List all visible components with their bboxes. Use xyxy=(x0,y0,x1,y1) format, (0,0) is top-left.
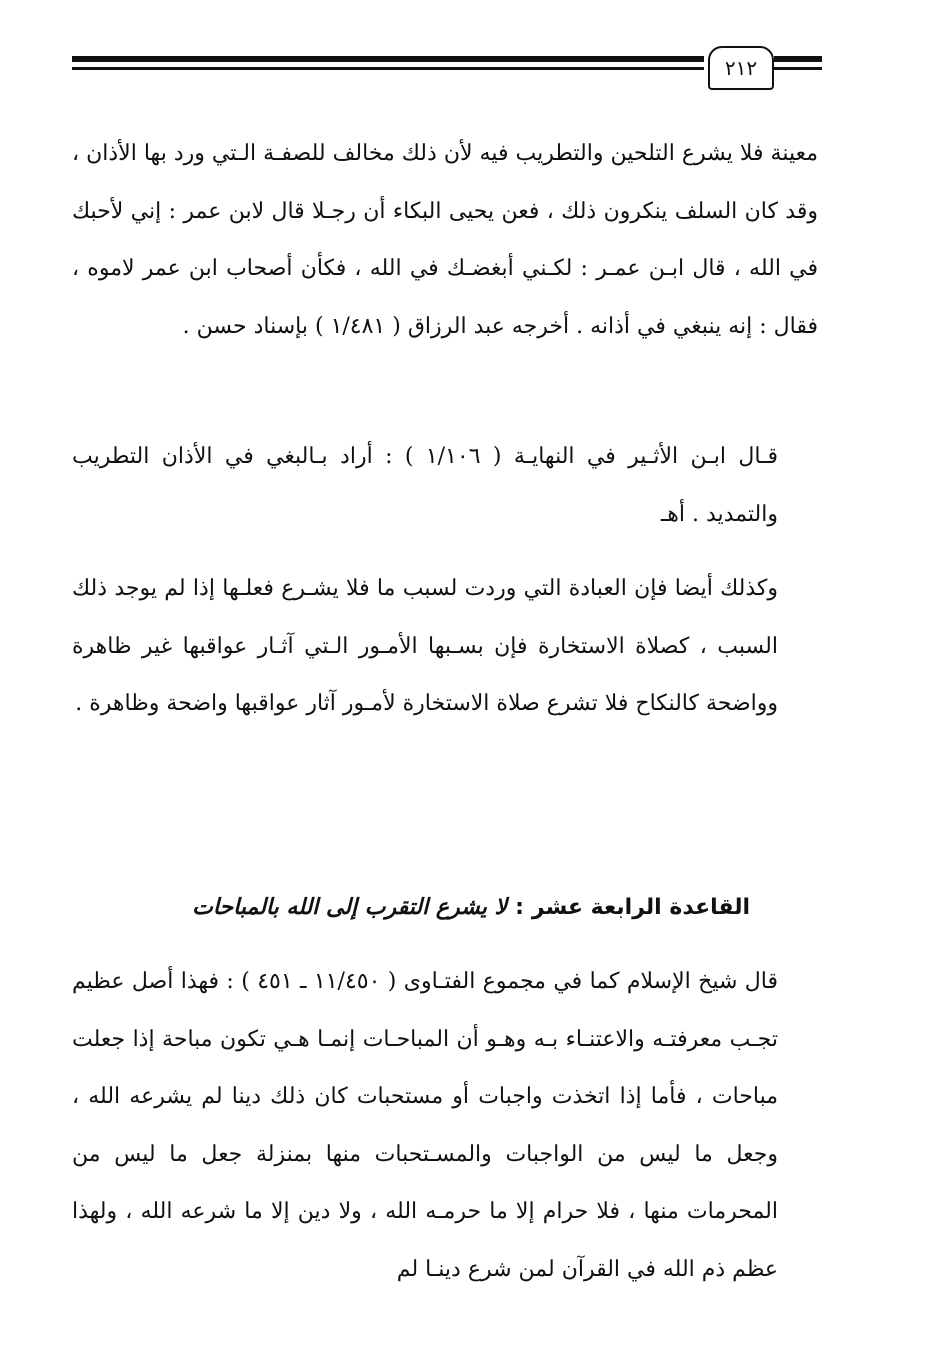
header-rule-thick-right xyxy=(774,56,822,62)
paragraph-3 xyxy=(72,560,818,733)
paragraph-3-text: وكذلك أيضا فإن العبادة التي وردت لسبب ما فلا يشـرع فعلـها إذا لم يوجد ذلك السبب ، كصلاة الاستخارة فإن بسـبها الأمـور الـتي آثـار عواقبها غير ظاهرة وواضحة كالنكاح فلا تشرع صلاة الاستخارة لأمـور آثار عواقبها واضحة وظاهرة . xyxy=(72,576,778,716)
section-heading xyxy=(72,888,750,928)
paragraph-1-text: معينة فلا يشرع التلحين والتطريب فيه لأن ذلك مخالف للصفـة الـتي ورد بها الأذان ، وقد كان السلف ينكرون ذلك ، فعن يحيى البكاء أن رجـلا قال لابن عمر : إني لأحبك في الله ، قال ابـن عمـر : لكـني أبغضـك في الله ، فكأن أصحاب ابن عمر لاموه ، فقال : إنه ينبغي في أذانه . أخرجه عبد الرزاق ( ١/٤٨١ ) بإسناد حسن . xyxy=(72,141,818,339)
page-number: ٢١٢ xyxy=(708,46,774,90)
paragraph-4-text: قال شيخ الإسلام كما في مجموع الفتـاوى ( ١١/٤٥٠ ـ ٤٥١ ) : فهذا أصل عظيم تجـب معرفتـه والاعتنـاء بـه وهـو أن المباحـات إنمـا هـي تكون مباحة إذا جعلت مباحات ، فأما إذا اتخذت واجبات أو مستحبات كان ذلك دينا لم يشرعه الله ، وجعل ما ليس من الواجبات والمسـتحبات منها بمنزلة جعل ما ليس من المحرمات منها ، فلا حرام إلا ما حرمـه الله ، ولا دين إلا ما شرعه الله ، ولهذا عظم ذم الله في القرآن لمن شرع دينـا لم xyxy=(72,969,778,1282)
paragraph-2-text: قـال ابـن الأثـير في النهايـة ( ١/١٠٦ ) : أراد بـالبغي في الأذان التطريب والتمديد . أهـ xyxy=(72,444,778,527)
header-rule-thin-right xyxy=(774,67,822,70)
heading-rule-text: لا يشرع التقرب إلى الله بالمباحات xyxy=(192,895,508,920)
header-rule-thick xyxy=(72,56,704,62)
heading-label: القاعدة الرابعة عشر xyxy=(531,895,750,920)
paragraph-1 xyxy=(72,125,818,355)
heading-separator: : xyxy=(515,895,524,920)
header-rule-thin xyxy=(72,67,704,70)
paragraph-4 xyxy=(72,953,818,1298)
paragraph-2 xyxy=(72,428,818,543)
page-header xyxy=(72,42,822,98)
